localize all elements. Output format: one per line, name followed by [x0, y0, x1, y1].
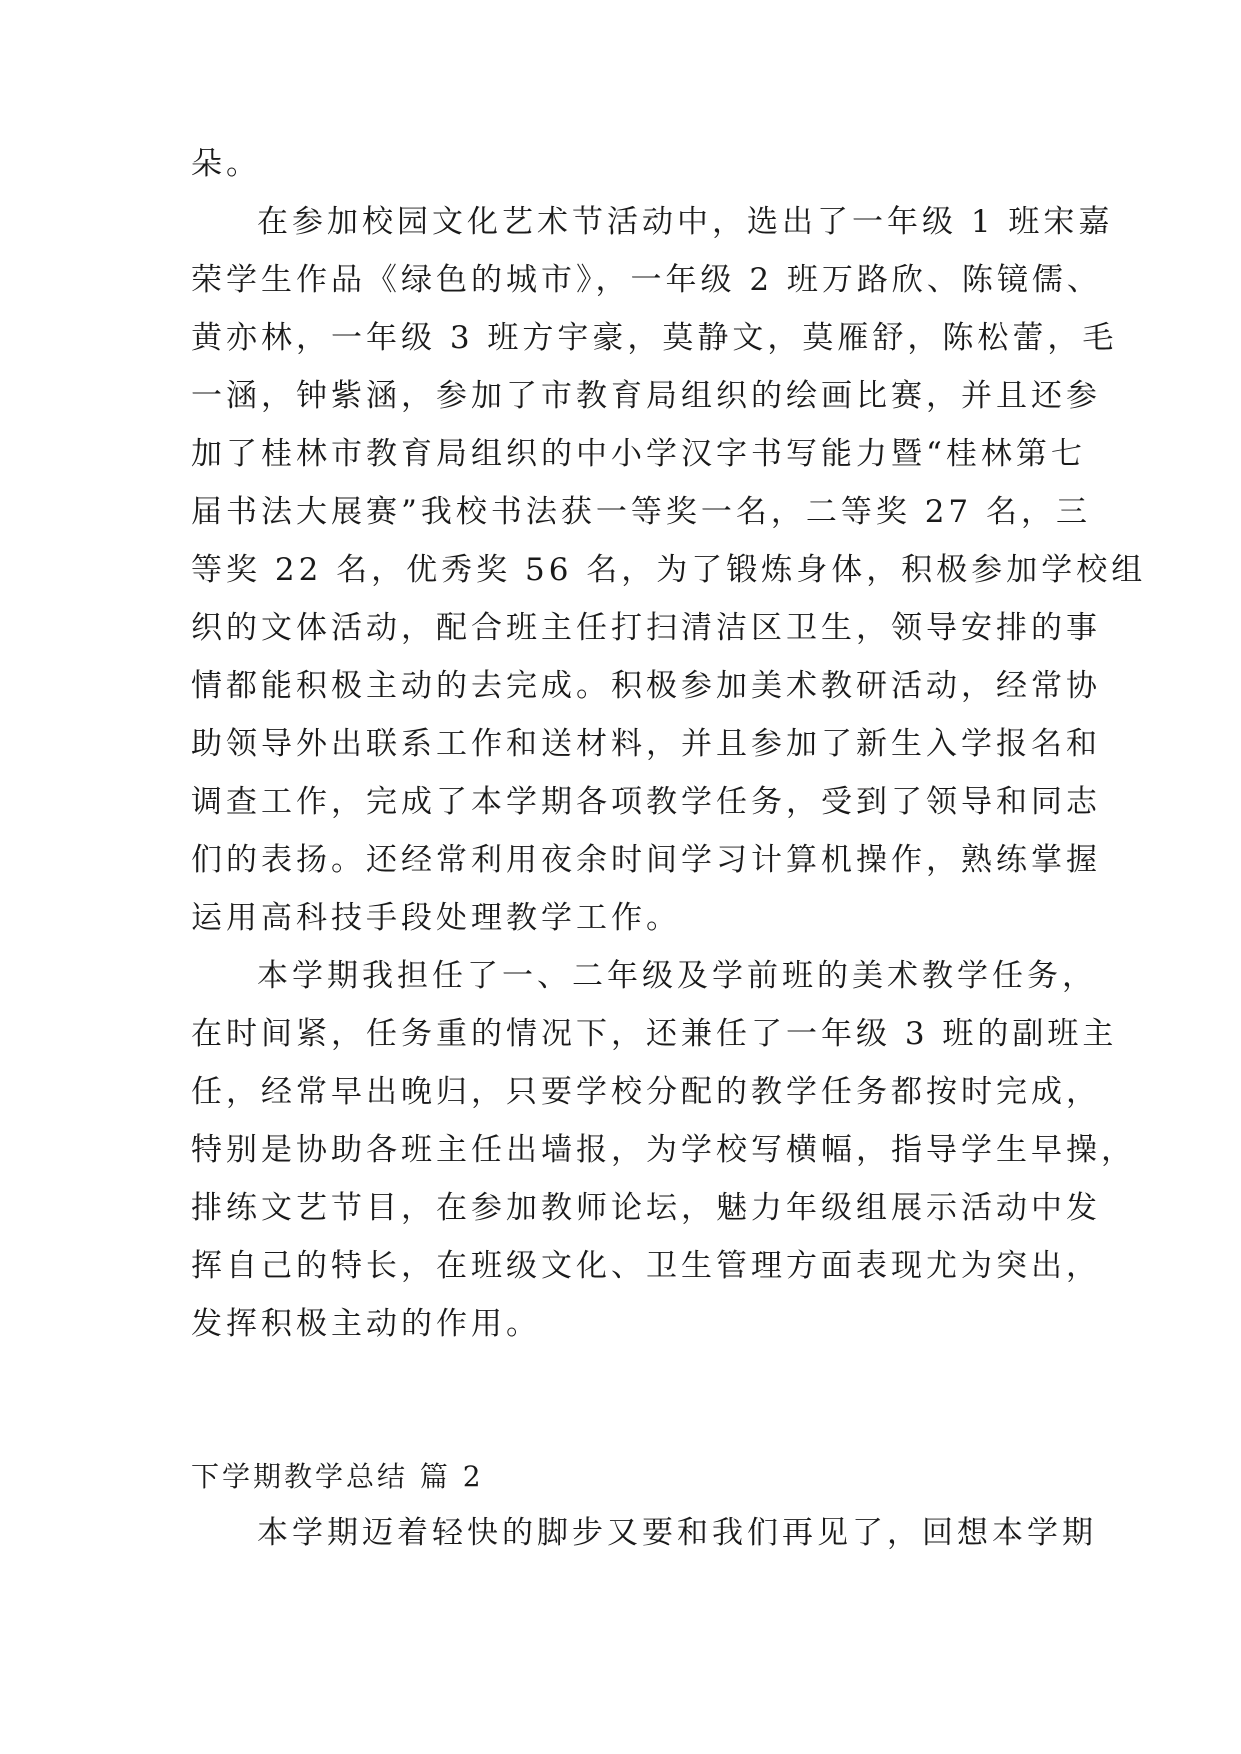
- paragraph-art-festival: [191, 193, 1147, 947]
- paragraph-line: 排练文艺节目，在参加教师论坛，魅力年级组展示活动中发: [191, 1190, 1101, 1226]
- paragraph-line: 调查工作，完成了本学期各项教学任务，受到了领导和同志: [191, 784, 1101, 820]
- paragraph-line: 特别是协助各班主任出墙报，为学校写横幅，指导学生早操，: [191, 1132, 1136, 1168]
- paragraph-line: 们的表扬。还经常利用夜余时间学习计算机操作，熟练掌握: [191, 842, 1101, 878]
- paragraph-line: 织的文体活动，配合班主任打扫清洁区卫生，领导安排的事: [191, 610, 1101, 646]
- paragraph-line: 黄亦林，一年级 3 班方宇豪，莫静文，莫雁舒，陈松蕾，毛: [191, 320, 1118, 356]
- paragraph-line: 运用高科技手段处理教学工作。: [191, 900, 681, 936]
- paragraph-line: 助领导外出联系工作和送材料，并且参加了新生入学报名和: [191, 726, 1101, 762]
- body-text-top: [191, 135, 1147, 1353]
- paragraph-line: 挥自己的特长，在班级文化、卫生管理方面表现尤为突出，: [191, 1248, 1101, 1284]
- paragraph-line: 一涵，钟紫涵，参加了市教育局组织的绘画比赛，并且还参: [191, 378, 1101, 414]
- paragraph-line: 荣学生作品《绿色的城市》，一年级 2 班万路欣、陈镜儒、: [191, 262, 1102, 298]
- section-heading: 下学期教学总结 篇 2: [191, 1460, 484, 1493]
- body-text-bottom: [191, 1504, 1097, 1562]
- paragraph-line: 在参加校园文化艺术节活动中，选出了一年级 1 班宋嘉: [257, 204, 1114, 240]
- paragraph-line: 加了桂林市教育局组织的中小学汉字书写能力暨“桂林第七: [191, 436, 1086, 472]
- paragraph-line: 情都能积极主动的去完成。积极参加美术教研活动，经常协: [191, 668, 1101, 704]
- paragraph-line: 本学期我担任了一、二年级及学前班的美术教学任务，: [257, 958, 1097, 994]
- fragment-line: 朵。: [191, 146, 261, 182]
- paragraph-line: 任，经常早出晚归，只要学校分配的教学任务都按时完成，: [191, 1074, 1101, 1110]
- paragraph-line: 在时间紧，任务重的情况下，还兼任了一年级 3 班的副班主: [191, 1016, 1118, 1052]
- paragraph-teaching-duties: [191, 947, 1136, 1353]
- paragraph-line: 届书法大展赛”我校书法获一等奖一名，二等奖 27 名，三: [191, 494, 1091, 530]
- paragraph-line: 发挥积极主动的作用。: [191, 1306, 541, 1342]
- paragraph-line: 等奖 22 名，优秀奖 56 名，为了锻炼身体，积极参加学校组: [191, 552, 1147, 588]
- paragraph-line: 本学期迈着轻快的脚步又要和我们再见了，回想本学期: [257, 1515, 1097, 1551]
